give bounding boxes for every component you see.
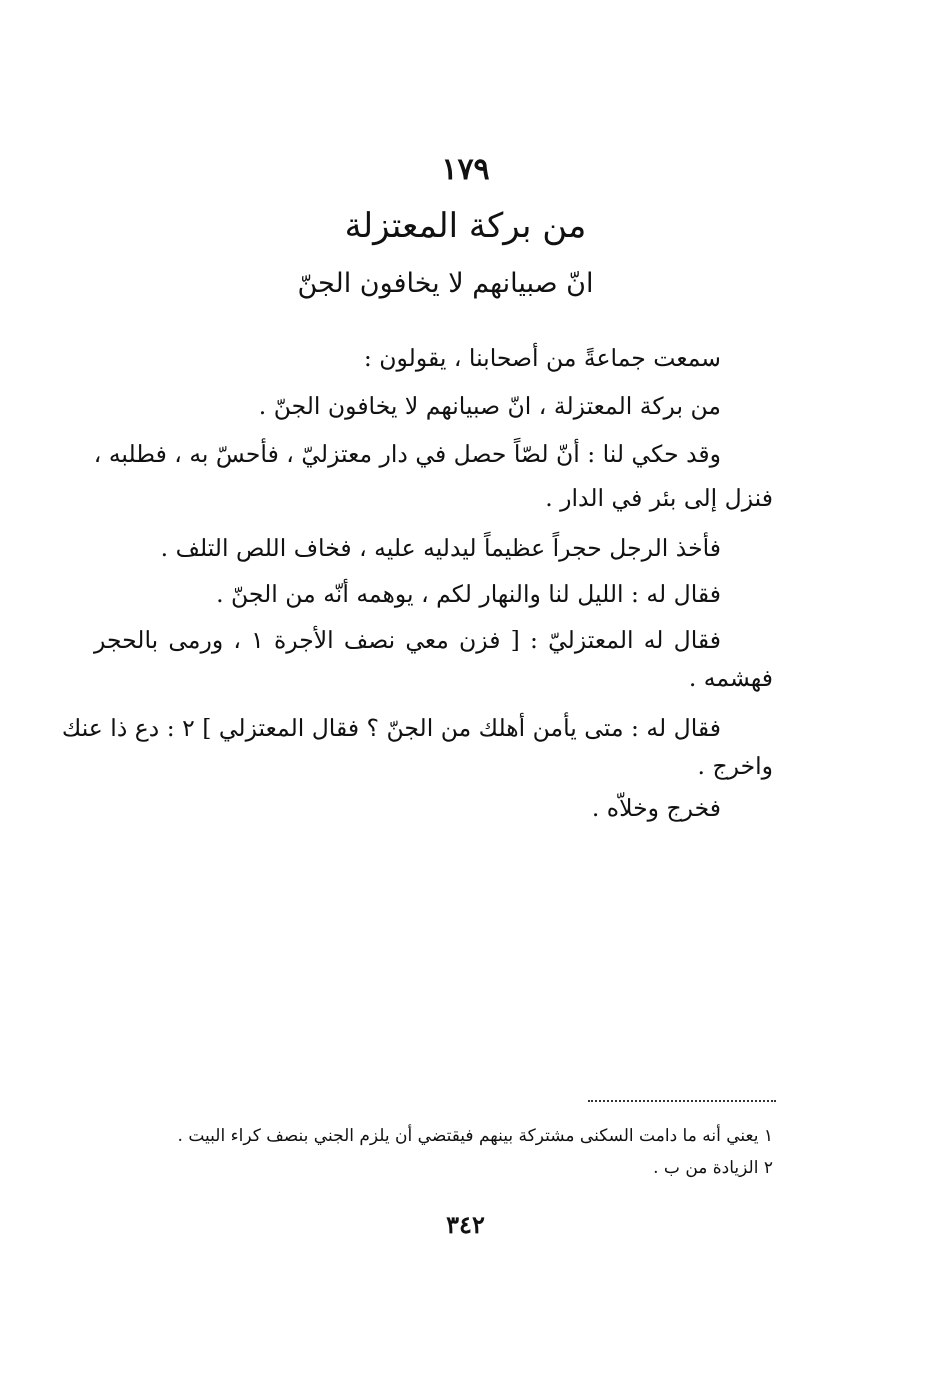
body-line: فأخذ الرجل حجراً عظيماً ليدليه عليه ، فخاف اللص التلف . xyxy=(160,534,721,562)
body-line: فقال له : الليل لنا والنهار لكم ، يوهمه أنّه من الجنّ . xyxy=(216,580,721,608)
chapter-subtitle: انّ صبيانهم لا يخافون الجنّ xyxy=(297,268,594,299)
page-number: ٣٤٢ xyxy=(446,1210,485,1239)
footnote: ١ يعني أنه ما دامت السكنى مشتركة بينهم فيقتضي أن يلزم الجني بنصف كراء البيت . xyxy=(177,1126,773,1146)
body-line: فقال له المعتزليّ : [ فزن معي نصف الأجرة ١ ، ورمى بالحجر xyxy=(94,626,721,654)
body-line: فنزل إلى بئر في الدار . xyxy=(545,484,773,512)
body-line: من بركة المعتزلة ، انّ صبيانهم لا يخافون الجنّ . xyxy=(258,392,721,420)
body-line: فخرج وخلاّه . xyxy=(591,794,721,822)
body-line: فقال له : متى يأمن أهلك من الجنّ ؟ فقال المعتزلي ] ٢ : دع ذا عنك xyxy=(61,714,721,742)
chapter-title: من بركة المعتزلة xyxy=(344,206,587,246)
body-line: فهشمه . xyxy=(688,664,773,692)
body-line: واخرج . xyxy=(697,752,773,780)
body-line: سمعت جماعةً من أصحابنا ، يقولون : xyxy=(363,344,721,372)
footnote-divider xyxy=(588,1100,776,1102)
chapter-number: ١٧٩ xyxy=(441,152,490,187)
footnote: ٢ الزيادة من ب . xyxy=(653,1158,773,1178)
body-line: وقد حكي لنا : أنّ لصّاً حصل في دار معتزليّ ، فأحسّ به ، فطلبه ، xyxy=(93,440,721,468)
